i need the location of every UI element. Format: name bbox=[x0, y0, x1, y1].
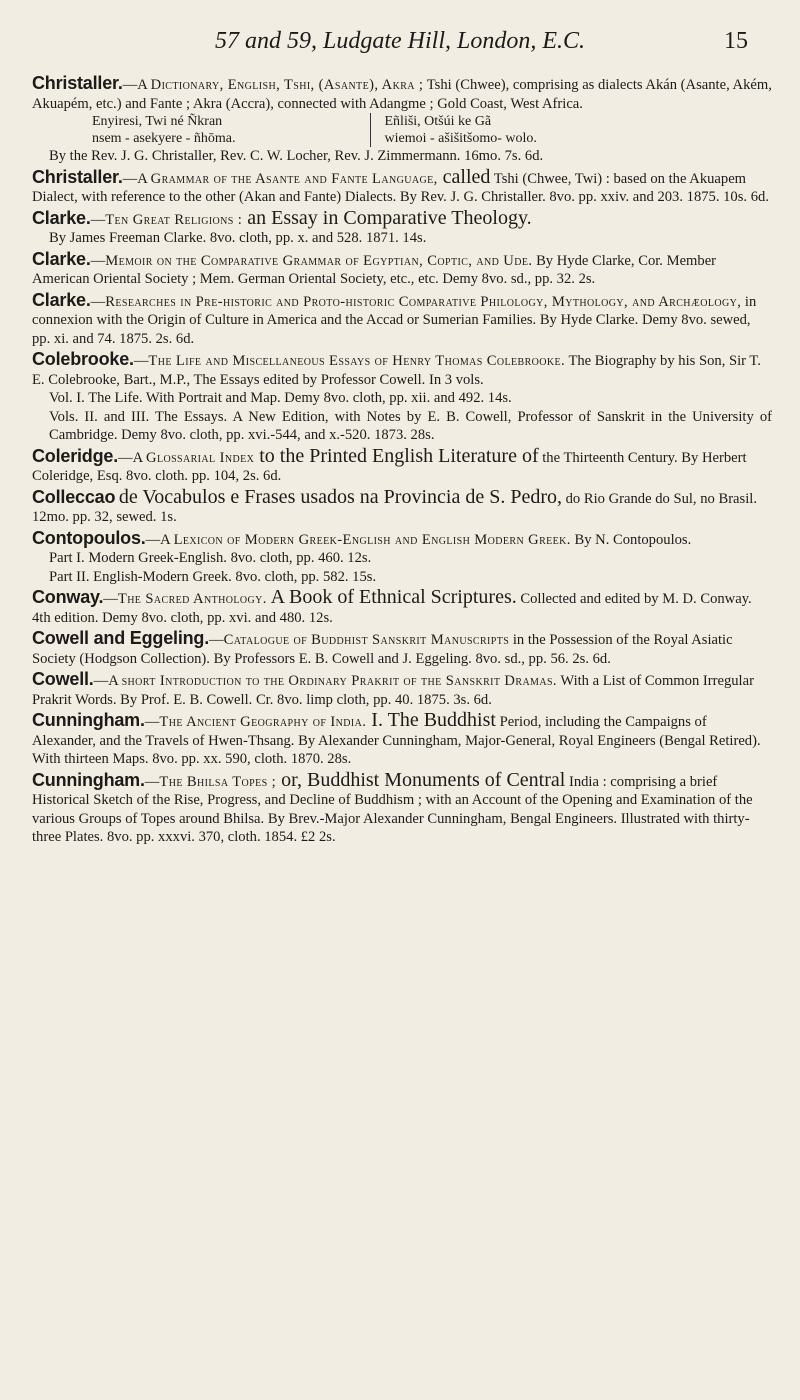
entry-text: India : comprising a brief Historical Sketch of the Rise, Progress, and Decline of Buddhism ; with an Account of the Opening and Examination of the various Groups of Topes around Bhilsa. By Brev.-Major Alexander Cunningham, Bengal Engineers. Illustrated with thirty-three Plates. 8vo. pp. xxxvi. 370, cloth. 1854. £2 2s. bbox=[32, 773, 753, 845]
verse-line: Eñliši, Otšúi ke Gã bbox=[384, 114, 492, 129]
entry-dash: — bbox=[103, 591, 118, 607]
entry-dash: —A bbox=[145, 531, 174, 548]
entry-title: Grammar of the Asante and Fante Language, bbox=[150, 170, 438, 187]
catalogue-entry bbox=[32, 768, 772, 847]
language-verse-columns bbox=[92, 113, 652, 147]
entry-title-tail: I. The Buddhist bbox=[366, 709, 496, 731]
entry-title-tail: called bbox=[437, 165, 491, 188]
volume-note: Vol. I. The Life. With Portrait and Map. Demy 8vo. cloth, pp. xii. and 492. 14s. bbox=[49, 390, 512, 406]
entry-title: The Bhilsa Topes ; bbox=[159, 773, 277, 790]
entry-title-tail: or, Buddhist Monuments of Central bbox=[276, 768, 566, 791]
running-header bbox=[0, 22, 800, 62]
page-number: 15 bbox=[724, 28, 748, 54]
entry-dash: — bbox=[209, 632, 224, 648]
entry-title: Ten Great Religions : bbox=[105, 211, 243, 228]
entry-heading: Colebrooke. bbox=[32, 349, 134, 369]
verse-line: nsem - asekyere - ñhōma. bbox=[92, 131, 236, 146]
entry-dash: —A bbox=[122, 170, 151, 187]
entry-text: By N. Contopoulos. bbox=[570, 531, 692, 548]
catalogue-entry bbox=[32, 711, 772, 769]
running-title: 57 and 59, Ludgate Hill, London, E.C. bbox=[214, 28, 586, 54]
catalogue-entry bbox=[32, 588, 772, 627]
entry-text: By James Freeman Clarke. 8vo. cloth, pp. x. and 528. 1871. 14s. bbox=[49, 230, 427, 246]
entry-dash: — bbox=[90, 293, 106, 310]
entry-title: Dictionary, English, Tshi, (Asante), Akra ; bbox=[150, 77, 424, 93]
entry-heading: Conway. bbox=[32, 587, 104, 607]
entry-heading: Cunningham. bbox=[32, 710, 145, 730]
entry-title: The Sacred Anthology. bbox=[117, 591, 267, 607]
entry-dash: — bbox=[133, 353, 149, 369]
entry-dash: —A bbox=[122, 77, 151, 93]
entry-text: Tshi (Chwee, Twi) : based on the Akuapem Dialect, with reference to the other (Akan and Fante) Dialects. By Rev. J. G. Christaller. 8vo. pp. xxiv. and 203. 1875. 10s. 6d. bbox=[32, 170, 769, 205]
entry-text: in connexion with the Origin of Culture in America and the Accad or Sumerian Families. By Hyde Clarke. Demy 8vo. sewed, pp. xi. and 74. 1875. 2s. 6d. bbox=[32, 293, 757, 347]
entry-heading: Coleridge. bbox=[32, 445, 119, 466]
entry-title-tail: an Essay in Comparative Theology. bbox=[242, 206, 532, 229]
entry-heading: Cowell. bbox=[32, 669, 94, 689]
catalogue-entry bbox=[32, 444, 772, 486]
entry-text: Period, including the Campaigns of Alexander, and the Travels of Hwen-Thsang. By Alexander Cunningham, Major-General, Royal Engineers (Bengal Retired). With thirteen Maps. 8vo. pp. xx. 590, cloth. 1870. 28s. bbox=[32, 714, 761, 767]
verse-column-left bbox=[92, 113, 371, 147]
catalogue-entry bbox=[32, 529, 772, 587]
entry-title: The Life and Miscellaneous Essays of Henry Thomas Colebrooke. bbox=[148, 353, 566, 369]
entry-title-tail: to the Printed English Literature of bbox=[254, 444, 539, 467]
entry-heading: Clarke. bbox=[32, 248, 91, 269]
verse-line: wiemoi - ašišitšomo- wolo. bbox=[384, 131, 537, 146]
entry-text: By the Rev. J. G. Christaller, Rev. C. W. Locher, Rev. J. Zimmermann. 16mo. 7s. 6d. bbox=[49, 148, 544, 164]
entry-title: Glossarial Index bbox=[146, 449, 255, 466]
catalogue-entry bbox=[32, 670, 772, 709]
entry-text: Tshi (Chwee), comprising as dialects Akán (Asante, Akém, Akuapém, etc.) and Fante ; Akra (Accra), connected with Adangme ; Gold Coast, West Africa. bbox=[32, 77, 772, 112]
entry-dash: —A bbox=[118, 449, 146, 466]
entry-heading: Clarke. bbox=[32, 207, 91, 228]
catalogue-entry bbox=[32, 206, 772, 248]
entry-title-tail: A Book of Ethnical Scriptures. bbox=[266, 586, 517, 608]
entry-dash: — bbox=[144, 773, 160, 790]
catalogue-entry bbox=[32, 485, 772, 527]
catalogue-entry bbox=[32, 250, 772, 289]
entry-text: By Hyde Clarke, Cor. Member American Oriental Society ; Mem. German Oriental Society, etc., etc. Demy 8vo. sd., pp. 32. 2s. bbox=[32, 252, 717, 287]
catalogue-entry bbox=[32, 629, 772, 668]
entry-title: Lexicon of Modern Greek-English and English Modern Greek. bbox=[173, 531, 571, 548]
catalogue-entry bbox=[32, 291, 772, 349]
volume-note: Vols. II. and III. The Essays. A New Edition, with Notes by E. B. Cowell, Professor of Sanskrit in the University of Cambridge. Demy 8vo. cloth, pp. xvi.-544, and x.-520. 1873. 28s. bbox=[49, 408, 772, 443]
entry-text: in the Possession of the Royal Asiatic Society (Hodgson Collection). By Professors E. B. Cowell and J. Eggeling. 8vo. sd., pp. 56. 2s. 6d. bbox=[32, 632, 733, 667]
catalogue-entry bbox=[32, 165, 772, 207]
catalogue-entry bbox=[32, 74, 772, 113]
catalogue-entry bbox=[32, 350, 772, 445]
entry-dash: — bbox=[144, 714, 160, 730]
entry-title: Researches in Pre-historic and Proto-historic Comparative Philology, Mythology, and Archæology, bbox=[105, 293, 742, 310]
entry-dash: — bbox=[90, 252, 106, 269]
entry-text: do Rio Grande do Sul, no Brasil. 12mo. pp. 32, sewed. 1s. bbox=[32, 490, 757, 525]
entry-heading: Clarke. bbox=[32, 289, 91, 310]
entry-heading: Colleccao bbox=[32, 486, 116, 507]
entry-text: Collected and edited by M. D. Conway. 4th edition. Demy 8vo. cloth, pp. xvi. and 480. 12s. bbox=[32, 591, 752, 626]
entry-dash: — bbox=[90, 211, 106, 228]
entry-heading: Cowell and Eggeling. bbox=[32, 628, 210, 648]
entry-heading: Christaller. bbox=[32, 166, 123, 187]
entry-title: short Introduction to the Ordinary Prakrit of the Sanskrit Dramas. bbox=[121, 673, 557, 689]
entry-text: the Thirteenth Century. By Herbert Coleridge, Esq. 8vo. cloth. pp. 104, 2s. 6d. bbox=[32, 449, 747, 484]
entry-heading: Christaller. bbox=[32, 73, 123, 93]
entry-dash: —A bbox=[93, 673, 122, 689]
entry-continuation bbox=[32, 147, 772, 166]
volume-note: Part II. English-Modern Greek. 8vo. cloth, pp. 582. 15s. bbox=[49, 568, 377, 585]
verse-line: Enyiresi, Twi né Ñkran bbox=[92, 114, 223, 129]
entry-title-tail: de Vocabulos e Frases usados na Provincia de S. Pedro, bbox=[118, 485, 562, 508]
entry-heading: Contopoulos. bbox=[32, 527, 146, 548]
verse-column-right bbox=[371, 113, 653, 147]
entry-heading: Cunningham. bbox=[32, 769, 145, 790]
entry-title: Memoir on the Comparative Grammar of Egyptian, Coptic, and Ude. bbox=[105, 252, 533, 269]
entry-title: Catalogue of Buddhist Sanskrit Manuscripts bbox=[223, 632, 510, 648]
entry-text: The Biography by his Son, Sir T. E. Colebrooke, Bart., M.P., The Essays edited by Professor Cowell. In 3 vols. bbox=[32, 353, 761, 388]
entry-title: The Ancient Geography of India. bbox=[159, 714, 367, 730]
catalogue-list bbox=[32, 74, 772, 847]
entry-text: With a List of Common Irregular Prakrit Words. By Prof. E. B. Cowell. Cr. 8vo. limp cloth, pp. 40. 1875. 3s. 6d. bbox=[32, 673, 754, 708]
volume-note: Part I. Modern Greek-English. 8vo. cloth, pp. 460. 12s. bbox=[49, 550, 372, 566]
